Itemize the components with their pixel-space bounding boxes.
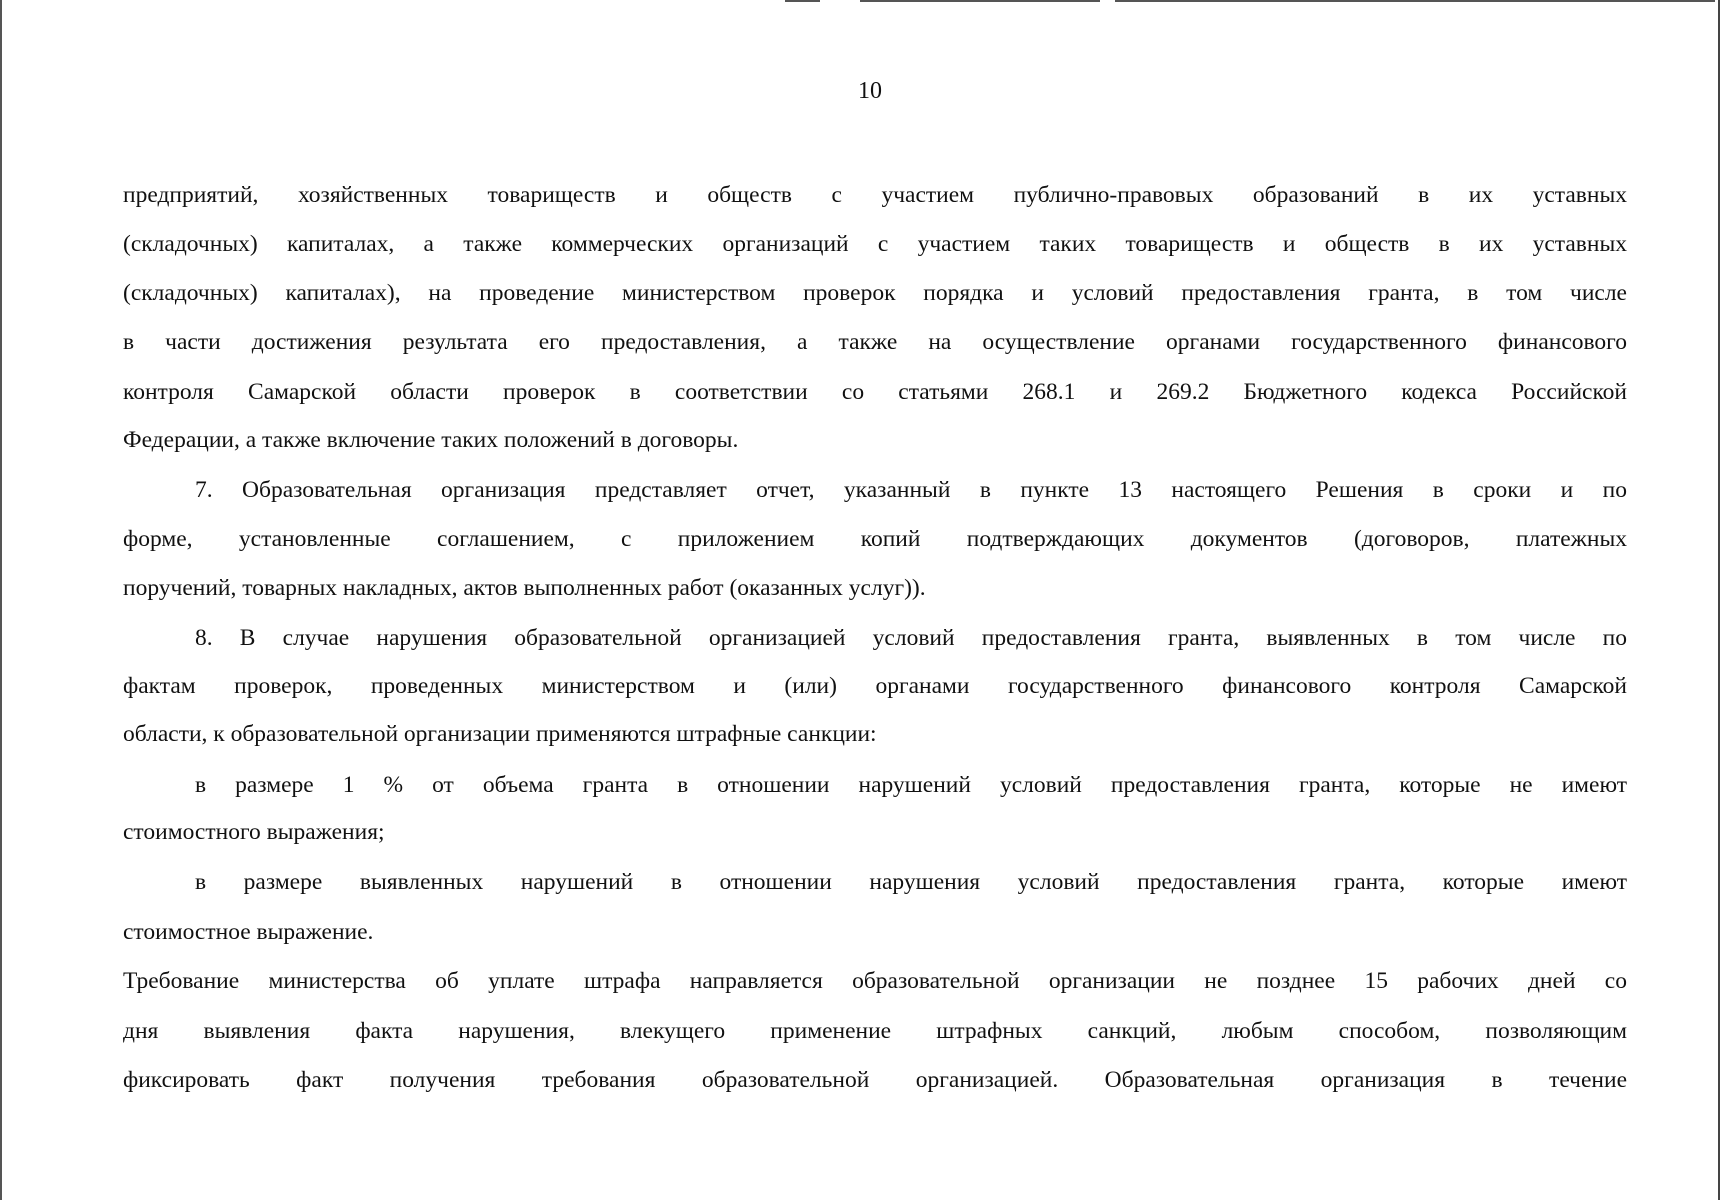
text-line: поручений, товарных накладных, актов выполненных работ (оказанных услуг)). xyxy=(123,575,926,601)
scan-mark xyxy=(860,0,1100,2)
text-line: предприятий, хозяйственных товариществ и обществ с участием публично-правовых образований в их уставных xyxy=(123,182,1627,208)
scan-mark xyxy=(785,0,820,2)
paragraph-8-start: 8. В случае нарушения образовательной организацией условий предоставления гранта, выявленных в том числе по xyxy=(195,625,1627,651)
text-line: форме, установленные соглашением, с приложением копий подтверждающих документов (договоров, платежных xyxy=(123,526,1627,552)
text-line: области, к образовательной организации применяются штрафные санкции: xyxy=(123,721,877,747)
text-line: дня выявления факта нарушения, влекущего применение штрафных санкций, любым способом, позволяющим xyxy=(123,1018,1627,1044)
page-number: 10 xyxy=(858,78,882,104)
text-line: (складочных) капиталах), на проведение министерством проверок порядка и условий предоставления гранта, в том числе xyxy=(123,280,1627,306)
text-line: Требование министерства об уплате штрафа направляется образовательной организации не позднее 15 рабочих дней со xyxy=(123,968,1627,994)
text-line: стоимостное выражение. xyxy=(123,919,374,945)
scan-border-right xyxy=(1718,0,1720,1200)
text-line: (складочных) капиталах, а также коммерческих организаций с участием таких товариществ и обществ в их уставных xyxy=(123,231,1627,257)
paragraph-7-start: 7. Образовательная организация представляет отчет, указанный в пункте 13 настоящего Решения в сроки и по xyxy=(195,477,1627,503)
scan-mark xyxy=(1115,0,1715,2)
text-line: Федерации, а также включение таких положений в договоры. xyxy=(123,427,739,453)
text-line: в части достижения результата его предоставления, а также на осуществление органами государственного финансового xyxy=(123,329,1627,355)
text-line: контроля Самарской области проверок в соответствии со статьями 268.1 и 269.2 Бюджетного кодекса Российской xyxy=(123,379,1627,405)
scan-border-left xyxy=(0,0,2,1200)
sanction-item-2: в размере выявленных нарушений в отношении нарушения условий предоставления гранта, которые имеют xyxy=(195,869,1627,895)
sanction-item-1: в размере 1 % от объема гранта в отношении нарушений условий предоставления гранта, которые не имеют xyxy=(195,772,1627,798)
text-line: фиксировать факт получения требования образовательной организацией. Образовательная организация в течение xyxy=(123,1067,1627,1093)
text-line: стоимостного выражения; xyxy=(123,819,385,845)
text-line: фактам проверок, проведенных министерством и (или) органами государственного финансового контроля Самарской xyxy=(123,673,1627,699)
